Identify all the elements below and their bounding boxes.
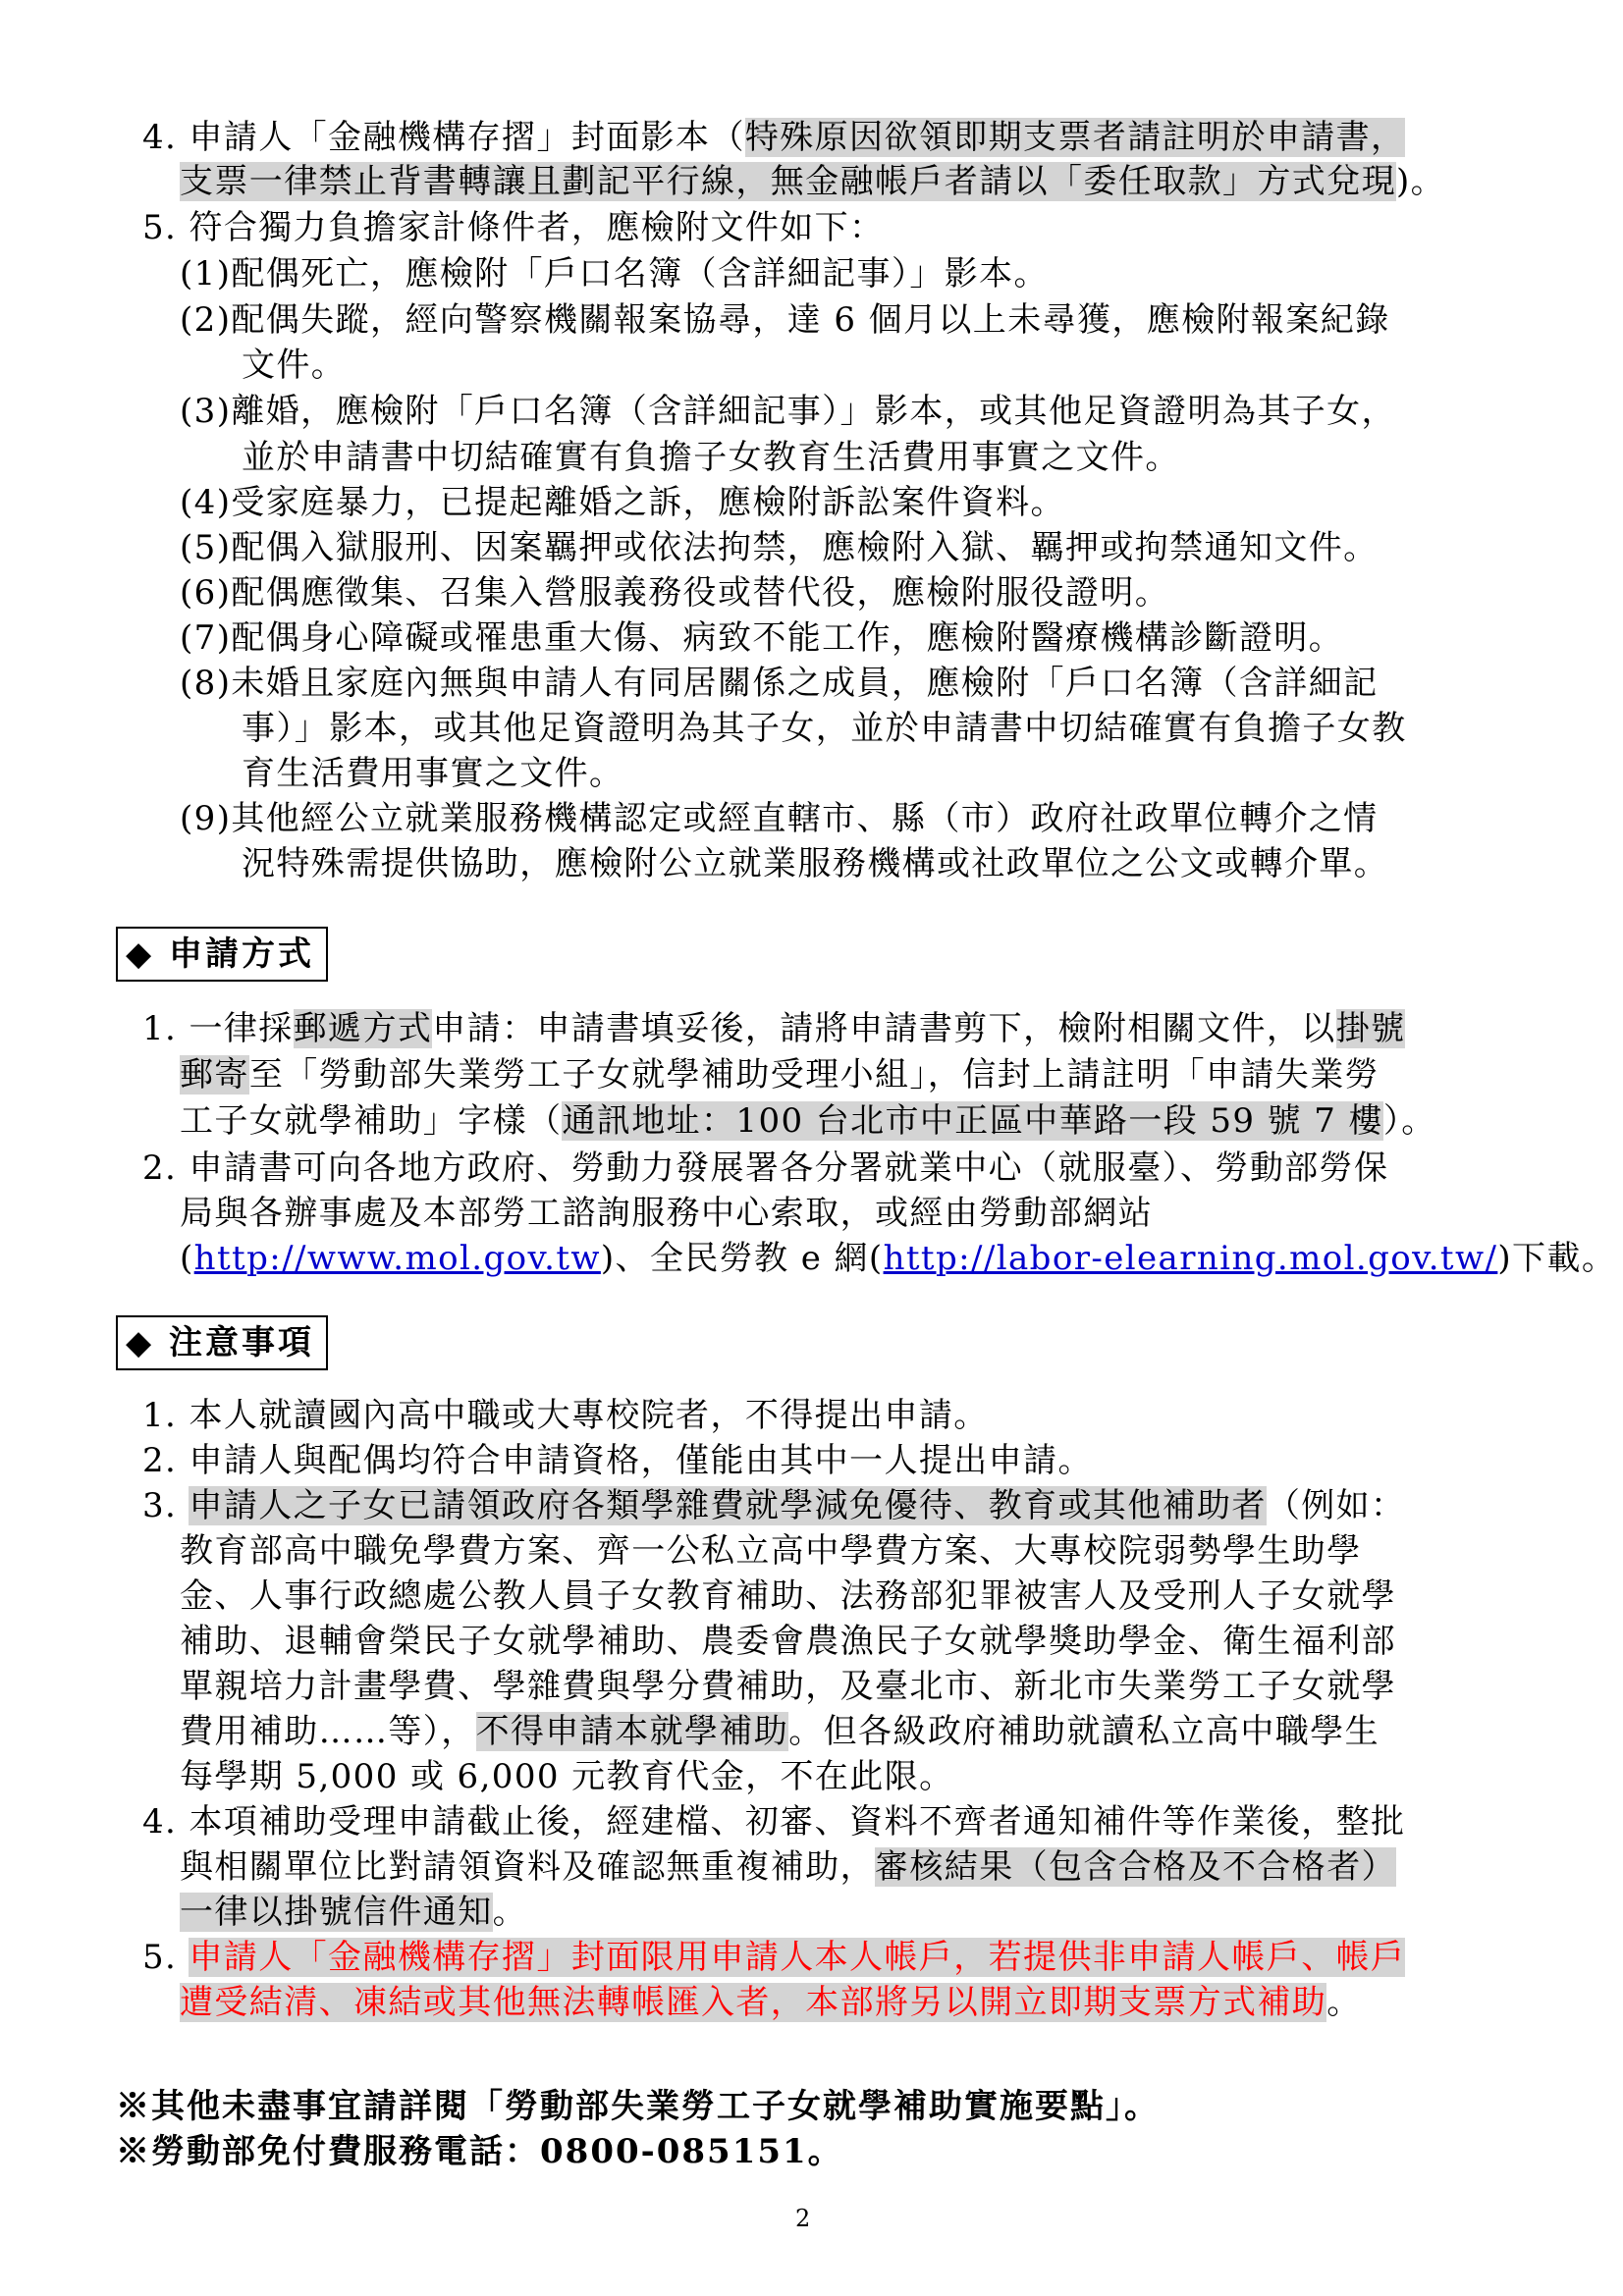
item-5-sub-7: (7)配偶身心障礙或罹患重大傷、病致不能工作，應檢附醫療機構診斷證明。: [180, 618, 1344, 658]
apply-text-7: )、全民勞教 e 網(: [600, 1239, 884, 1278]
item-5-sub-3-line-2: 並於申請書中切結確實有負擔子女教育生活費用事實之文件。: [242, 438, 1180, 477]
note-5-warning-2: 遭受結清、凍結或其他無法轉帳匯入者，本部將另以開立即期支票方式補助: [180, 1983, 1327, 2022]
note-5-warning: 申請人「金融機構存摺」封面限用申請人本人帳戶，若提供非申請人帳戶、帳戶: [189, 1938, 1406, 1977]
apply-highlight-mail: 郵遞方式: [293, 1009, 433, 1048]
item-5-sub-8-line-3: 育生活費用事實之文件。: [242, 754, 624, 793]
apply-item-2-line-3: [180, 1237, 1616, 1280]
note-3-text-3: 。但各級政府補助就讀私立高中職學生: [788, 1712, 1380, 1751]
apply-item-1-line-2: [180, 1053, 1380, 1096]
note-5-number: 5.: [142, 1938, 189, 1977]
item-4-text-end: )。: [1396, 162, 1446, 201]
item-5-sub-8-line-2: 事）」影本，或其他足資證明為其子女，並於申請書中切結確實有負擔子女教: [242, 709, 1407, 748]
note-4-highlight: 審核結果（包含合格及不合格者）: [875, 1847, 1396, 1887]
apply-address: 通訊地址：100 台北市中正區中華路一段 59 號 7 樓: [562, 1101, 1383, 1141]
item-5-sub-4: (4)受家庭暴力，已提起離婚之訴，應檢附訴訟案件資料。: [180, 483, 1065, 522]
note-item-5-line-2: [180, 1981, 1362, 2024]
apply-item-1-line-1: [142, 1007, 1405, 1050]
item-5-sub-5: (5)配偶入獄服刑、因案羈押或依法拘禁，應檢附入獄、羈押或拘禁通知文件。: [180, 528, 1379, 567]
note-item-3-line-7: 每學期 5,000 或 6,000 元教育代金，不在此限。: [180, 1757, 954, 1796]
item-4-highlight: 特殊原因欲領即期支票者請註明於申請書，: [744, 118, 1406, 157]
footer-note-hotline: ※勞動部免付費服務電話：0800-085151。: [116, 2132, 843, 2171]
apply-item-1-line-3: [180, 1099, 1436, 1143]
item-5-sub-9-line-2: 況特殊需提供協助，應檢附公立就業服務機構或社政單位之公文或轉介單。: [242, 844, 1389, 883]
footer-note-details: ※其他未盡事宜請詳閱「勞動部失業勞工子女就學補助實施要點」。: [116, 2087, 1160, 2126]
apply-text-2: 申請：申請書填妥後，請將申請書剪下，檢附相關文件，以: [432, 1009, 1336, 1048]
note-item-2: 2. 申請人與配偶均符合申請資格，僅能由其中一人提出申請。: [142, 1441, 1093, 1480]
item-5-sub-8-line-1: (8)未婚且家庭內無與申請人有同居關係之成員，應檢附「戶口名簿（含詳細記: [180, 664, 1379, 703]
page-number: 2: [795, 2205, 811, 2232]
item-5-sub-3-line-1: (3)離婚，應檢附「戶口名簿（含詳細記事）」影本，或其他足資證明為其子女，: [180, 392, 1396, 431]
note-item-4-line-2: [180, 1845, 1396, 1889]
section-heading-apply: ◆ 申請方式: [116, 927, 328, 982]
apply-text: 1. 一律採: [142, 1009, 294, 1048]
labor-elearning-link[interactable]: http://labor-elearning.mol.gov.tw/: [883, 1239, 1498, 1278]
note-4-text: 與相關單位比對請領資料及確認無重複補助，: [180, 1847, 875, 1887]
note-item-5-line-1: [142, 1936, 1405, 1979]
item-5-sub-6: (6)配偶應徵集、召集入營服義務役或替代役，應檢附服役證明。: [180, 573, 1170, 613]
item-5-sub-2-line-1: (2)配偶失蹤，經向警察機關報案協尋，達 6 個月以上未尋獲，應檢附報案紀錄: [180, 300, 1390, 340]
note-3-highlight: 申請人之子女已請領政府各類學雜費就學減免優待、教育或其他補助者: [189, 1486, 1267, 1525]
note-5-text-end: 。: [1326, 1983, 1362, 2022]
note-item-3-line-5: 單親培力計畫學費、學雜費與學分費補助，及臺北市、新北市失業勞工子女就學: [180, 1667, 1396, 1706]
note-3-text: （例如：: [1266, 1486, 1406, 1525]
apply-text-4: 工子女就學補助」字樣（: [180, 1101, 563, 1141]
apply-item-2-line-2: 局與各辦事處及本部勞工諮詢服務中心索取，或經由勞動部網站: [180, 1194, 1154, 1233]
note-item-4-line-3: [180, 1891, 527, 1934]
note-item-3-line-6: [180, 1710, 1380, 1753]
note-3-highlight-2: 不得申請本就學補助: [475, 1712, 789, 1751]
apply-highlight-send: 郵寄: [180, 1055, 249, 1095]
item-4-highlight-2: 支票一律禁止背書轉讓且劃記平行線，無金融帳戶者請以「委任取款」方式兌現: [180, 162, 1396, 201]
note-4-highlight-2: 一律以掛號信件通知: [180, 1893, 493, 1932]
item-5-title: 5. 符合獨力負擔家計條件者，應檢附文件如下：: [142, 208, 885, 247]
item-5-sub-1: (1)配偶死亡，應檢附「戶口名簿（含詳細記事）」影本。: [180, 254, 1049, 294]
apply-text-6: (: [180, 1239, 194, 1278]
item-4-text: 4. 申請人「金融機構存摺」封面影本（: [142, 118, 745, 157]
item-5-sub-9-line-1: (9)其他經公立就業服務機構認定或經直轄市、縣（市）政府社政單位轉介之情: [180, 799, 1379, 838]
note-item-3-line-4: 補助、退輔會榮民子女就學補助、農委會農漁民子女就學獎助學金、衛生福利部: [180, 1622, 1396, 1661]
item-5-sub-2-line-2: 文件。: [242, 346, 347, 385]
apply-text-8: )下載。: [1497, 1239, 1617, 1278]
note-3-text-2: 費用補助……等），: [180, 1712, 476, 1751]
note-item-3-line-3: 金、人事行政總處公教人員子女教育補助、法務部犯罪被害人及受刑人子女就學: [180, 1576, 1396, 1616]
note-item-3-line-2: 教育部高中職免學費方案、齊一公私立高中學費方案、大專校院弱勢學生助學: [180, 1531, 1362, 1571]
apply-text-3: 至「勞動部失業勞工子女就學補助受理小組」，信封上請註明「申請失業勞: [248, 1055, 1380, 1095]
item-4-line-2: [180, 160, 1445, 203]
note-item-1: 1. 本人就讀國內高中職或大專校院者，不得提出申請。: [142, 1396, 989, 1435]
item-4-line-1: [142, 116, 1405, 159]
note-3-number: 3.: [142, 1486, 189, 1525]
mol-website-link[interactable]: http://www.mol.gov.tw: [193, 1239, 601, 1278]
note-4-text-end: 。: [492, 1893, 528, 1932]
section-heading-notes: ◆ 注意事項: [116, 1315, 328, 1370]
apply-item-2-line-1: 2. 申請書可向各地方政府、勞動力發展署各分署就業中心（就服臺）、勞動部勞保: [142, 1148, 1389, 1188]
apply-text-5: ）。: [1382, 1101, 1436, 1141]
note-item-4-line-1: 4. 本項補助受理申請截止後，經建檔、初審、資料不齊者通知補件等作業後，整批: [142, 1802, 1406, 1842]
note-item-3-line-1: [142, 1484, 1405, 1527]
apply-highlight-registered: 掛號: [1335, 1009, 1406, 1048]
